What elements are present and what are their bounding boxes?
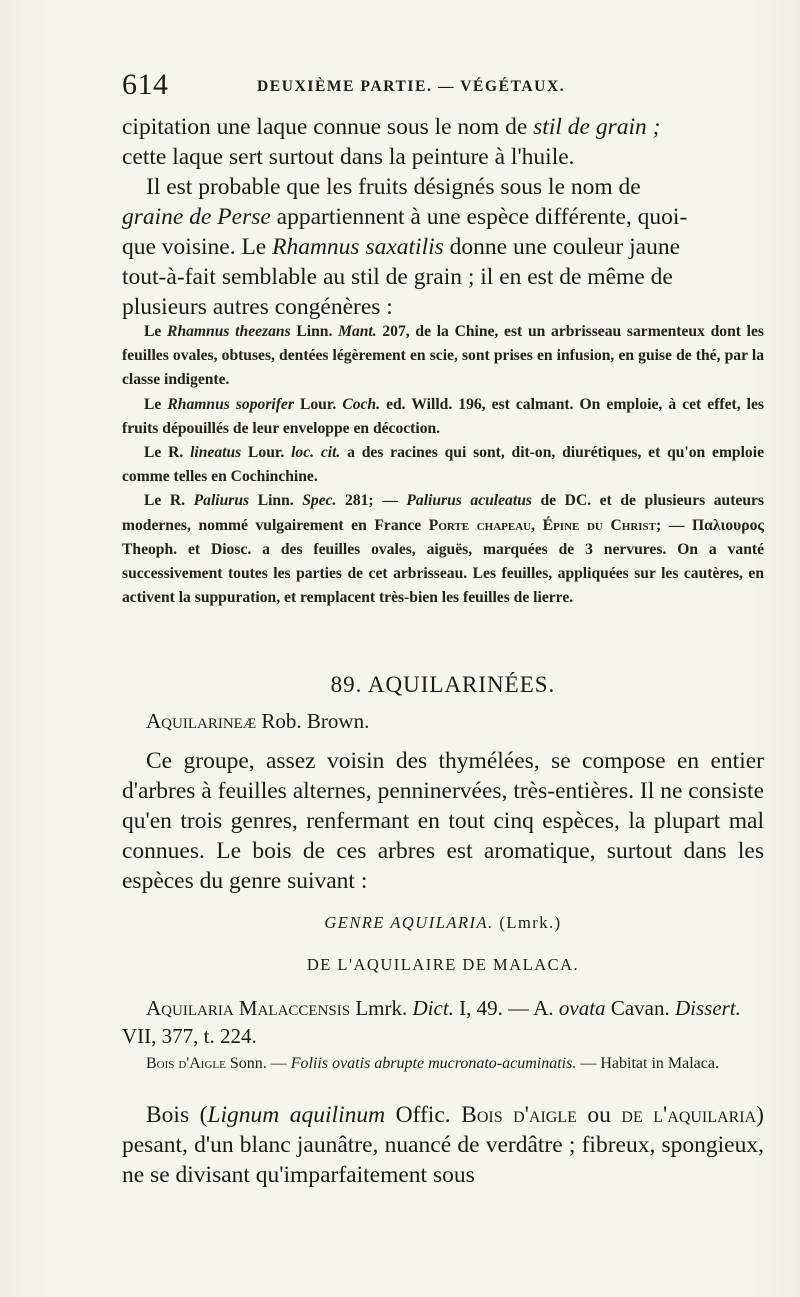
small-print-notes [122,320,764,610]
genus-subtitle: DE L'AQUILAIRE DE MALACA. [306,955,580,974]
running-head: DEUXIÈME PARTIE. — VÉGÉTAUX. [257,78,566,95]
note-rhamnus-soporifer: Le Rhamnus soporifer Lour. Coch. ed. Willd. 196, est calmant. On emploie, à cet effet, les fruits dépouillés de leur enveloppe en décoction. [122,395,765,437]
text-run: cipitation une laque connue sous le nom de [122,114,534,140]
text-run: que voisine. Le [122,234,273,260]
genus-title: GENRE AQUILARIA. (Lmrk.) [324,913,562,932]
note-rhamnus-paliurus: Le R. Paliurus Linn. Spec. 281; — Paliurus aculeatus de DC. et de plusieurs auteurs modernes, nommé vulgairement en France Porte chapeau, Épine du Christ; — Παλιουρος Theoph. et Diosc. a des feuilles ovales, aiguës, marquées de 3 nervures. On a vanté successivement toutes les parties de cet arbrisseau. Les feuilles, appliquées sur les cautères, en activent la suppuration, et remplacent très-bien les feuilles de lierre. [122,492,765,607]
text-run: Il est probable que les fruits désignés sous le nom de [146,174,641,200]
text-run: tout-à-fait semblable au stil de grain ; il en est de même de [122,264,673,290]
paragraph-aquilarinees: Ce groupe, assez voisin des thymélées, se compose en entier d'arbres à feuilles alternes, penninervées, très-entières. Il ne consiste qu'en trois genres, renfermant en tout cinq espèces, la plupart mal connues. Le bois de ces arbres est aromatique, surtout dans les espèces du genre suivant : [122,748,764,894]
species-synonymy: Aquilaria Malaccensis Lmrk. Dict. I, 49. — A. ovata Cavan. Dissert. VII, 377, t. 224. [122,996,741,1048]
text-run: appartiennent à une espèce différente, quoi- [270,204,688,230]
note-rhamnus-lineatus: Le R. lineatus Lour. loc. cit. a des racines qui sont, dit-on, diurétiques, et qu'on emploie comme telles en Cochinchine. [122,444,764,486]
page-header [122,68,762,108]
paragraph-graine-de-perse [122,172,764,322]
species-description: Bois d'Aigle Sonn. — Foliis ovatis abrupte mucronato-acuminatis. — Habitat in Malaca. [146,1055,719,1072]
section-subtitle: Aquilarineæ Rob. Brown. [146,709,370,733]
text-run: plusieurs autres congénères : [122,294,393,320]
paragraph-bois: Bois (Lignum aquilinum Offic. Bois d'aigle ou de l'aquilaria) pesant, d'un blanc jaunâtre, nuancé de verdâtre ; fibreux, spongieux, ne se divisant qu'imparfaitement sous [122,1102,764,1188]
paragraph-continuation [122,112,764,172]
text-run: cette laque sert surtout dans la peinture à l'huile. [122,144,575,170]
page-number: 614 [122,68,169,101]
text-run-italic: stil de grain ; [533,114,661,140]
text-run-italic: Rhamnus saxatilis [272,234,444,260]
section-title: 89. AQUILARINÉES. [330,672,556,697]
text-run: donne une couleur jaune [443,234,681,260]
note-rhamnus-theezans: Le Rhamnus theezans Linn. Mant. 207, de la Chine, est un arbrisseau sarmenteux dont les feuilles ovales, obtuses, dentées légèrement en scie, sont prises en infusion, en guise de thé, par la classe indigente. [122,323,764,389]
text-run-italic: graine de Perse [122,204,271,230]
